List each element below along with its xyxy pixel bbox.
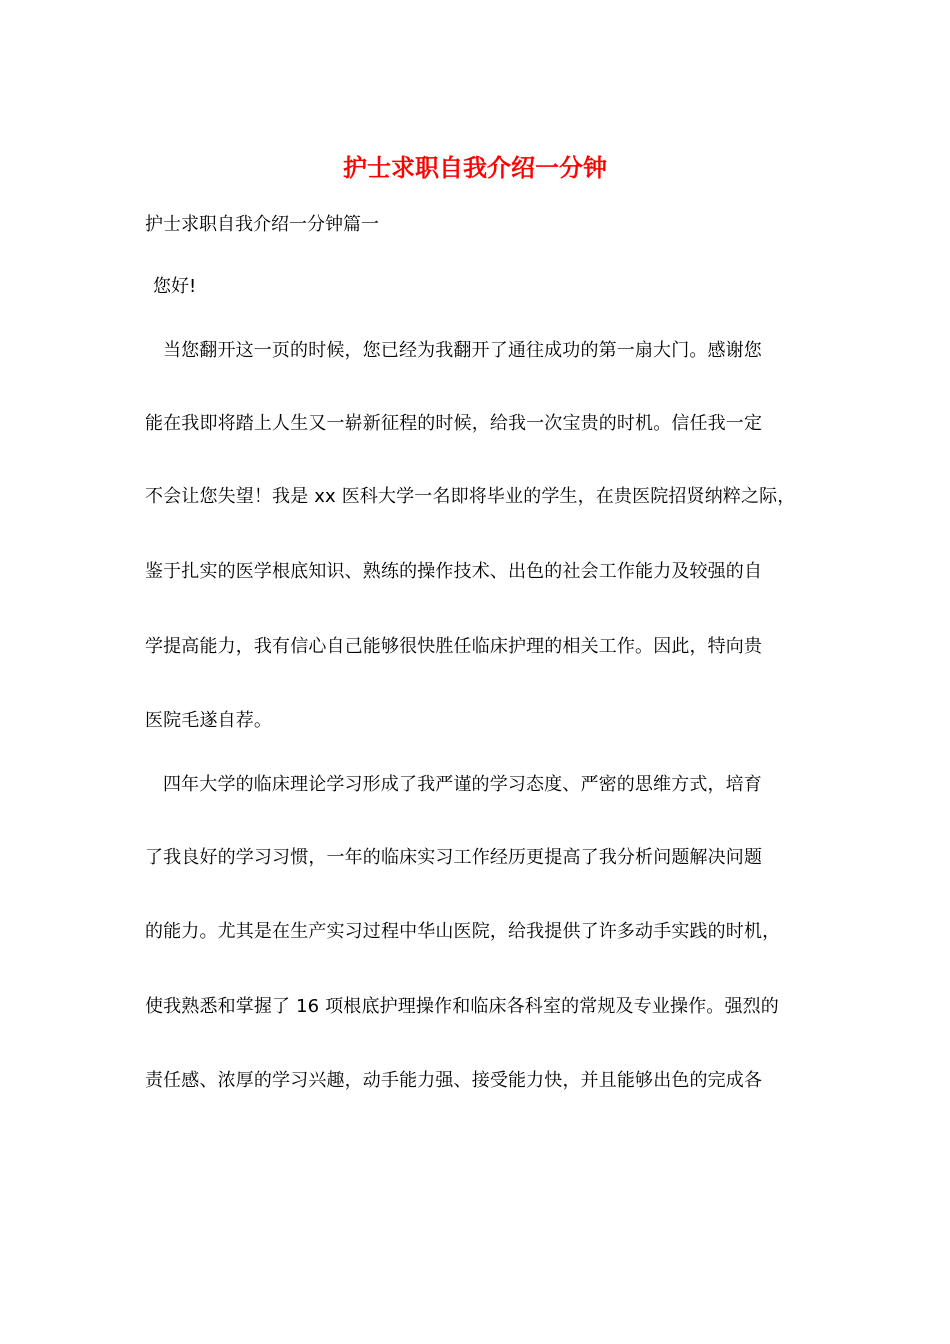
- paragraph-line: 鉴于扎实的医学根底知识、熟练的操作技术、出色的社会工作能力及较强的自: [145, 561, 763, 582]
- section-heading: 护士求职自我介绍一分钟篇一: [145, 214, 379, 235]
- paragraph-line: 了我良好的学习习惯，一年的临床实习工作经历更提高了我分析问题解决问题: [145, 847, 763, 868]
- paragraph-line: 医院毛遂自荐。: [145, 710, 273, 731]
- document-title: 护士求职自我介绍一分钟: [343, 153, 607, 182]
- paragraph-line: 责任感、浓厚的学习兴趣，动手能力强、接受能力快，并且能够出色的完成各: [145, 1070, 763, 1091]
- paragraph-line: 学提高能力，我有信心自己能够很快胜任临床护理的相关工作。因此，特向贵: [145, 636, 763, 657]
- paragraph-line: 当您翻开这一页的时候，您已经为我翻开了通往成功的第一扇大门。感谢您: [163, 340, 762, 361]
- paragraph-line: 四年大学的临床理论学习形成了我严谨的学习态度、严密的思维方式，培育: [163, 774, 762, 795]
- paragraph-line: 的能力。尤其是在生产实习过程中华山医院，给我提供了许多动手实践的时机，: [145, 921, 781, 942]
- paragraph-line: 能在我即将踏上人生又一崭新征程的时候，给我一次宝贵的时机。信任我一定: [145, 413, 763, 434]
- paragraph-line: 不会让您失望！我是 xx 医科大学一名即将毕业的学生，在贵医院招贤纳粹之际，: [145, 486, 796, 507]
- greeting: 您好!: [153, 276, 197, 297]
- paragraph-line: 使我熟悉和掌握了 16 项根底护理操作和临床各科室的常规及专业操作。强烈的: [145, 996, 779, 1017]
